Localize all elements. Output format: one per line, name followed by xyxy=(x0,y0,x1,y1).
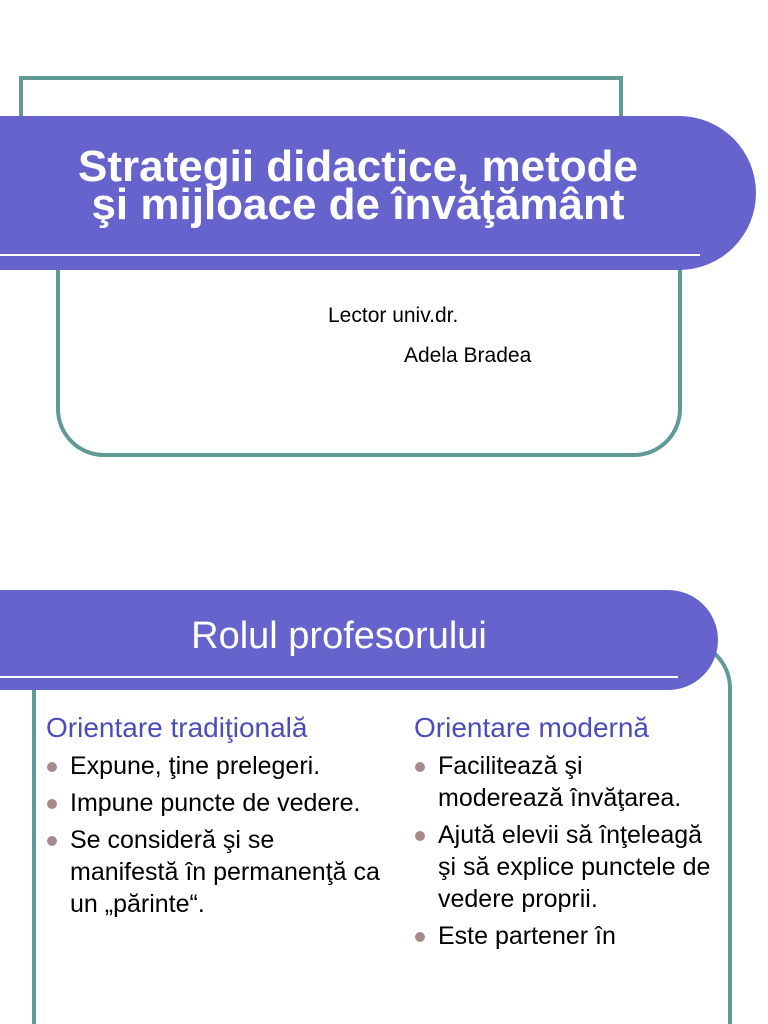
title-band xyxy=(0,116,756,270)
bullet-icon xyxy=(47,762,57,772)
column-modern xyxy=(414,712,714,957)
bullet-list-traditional xyxy=(46,750,386,920)
title-underline xyxy=(0,254,700,256)
bullet-icon xyxy=(47,836,57,846)
list-item-text: Impune puncte de vedere. xyxy=(70,789,361,817)
list-item xyxy=(414,920,714,952)
author-name: Adela Bradea xyxy=(404,344,532,367)
list-item xyxy=(414,819,714,915)
author-role: Lector univ.dr. xyxy=(328,304,459,327)
list-item-text: Facilitează şi moderează învăţarea. xyxy=(438,752,682,812)
list-item xyxy=(414,750,714,814)
column-heading-traditional: Orientare tradiţională xyxy=(46,712,308,743)
content-slide xyxy=(0,540,768,1024)
title-slide xyxy=(0,0,768,500)
column-heading-modern: Orientare modernă xyxy=(414,712,650,743)
slide-title-line2: şi mijloace de învăţământ xyxy=(91,180,625,229)
heading-band xyxy=(0,590,718,690)
heading-underline xyxy=(0,676,678,678)
bullet-icon xyxy=(415,932,425,942)
list-item xyxy=(46,750,386,782)
bullet-list-modern xyxy=(414,750,714,952)
bullet-icon xyxy=(415,831,425,841)
slide-heading: Rolul profesorului xyxy=(191,614,487,657)
slide-title-line1: Strategii didactice, metode xyxy=(78,142,638,191)
bullet-icon xyxy=(47,799,57,809)
bullet-icon xyxy=(415,762,425,772)
list-item-text: Se consideră şi se manifestă în permanenţă ca un „părinte“. xyxy=(70,826,380,918)
column-traditional xyxy=(46,712,386,925)
list-item-text: Este partener în xyxy=(438,922,616,950)
list-item xyxy=(46,824,386,920)
list-item-text: Ajută elevii să înţeleagă şi să explice punctele de vedere proprii. xyxy=(438,821,711,913)
list-item xyxy=(46,787,386,819)
list-item-text: Expune, ţine prelegeri. xyxy=(70,752,321,780)
